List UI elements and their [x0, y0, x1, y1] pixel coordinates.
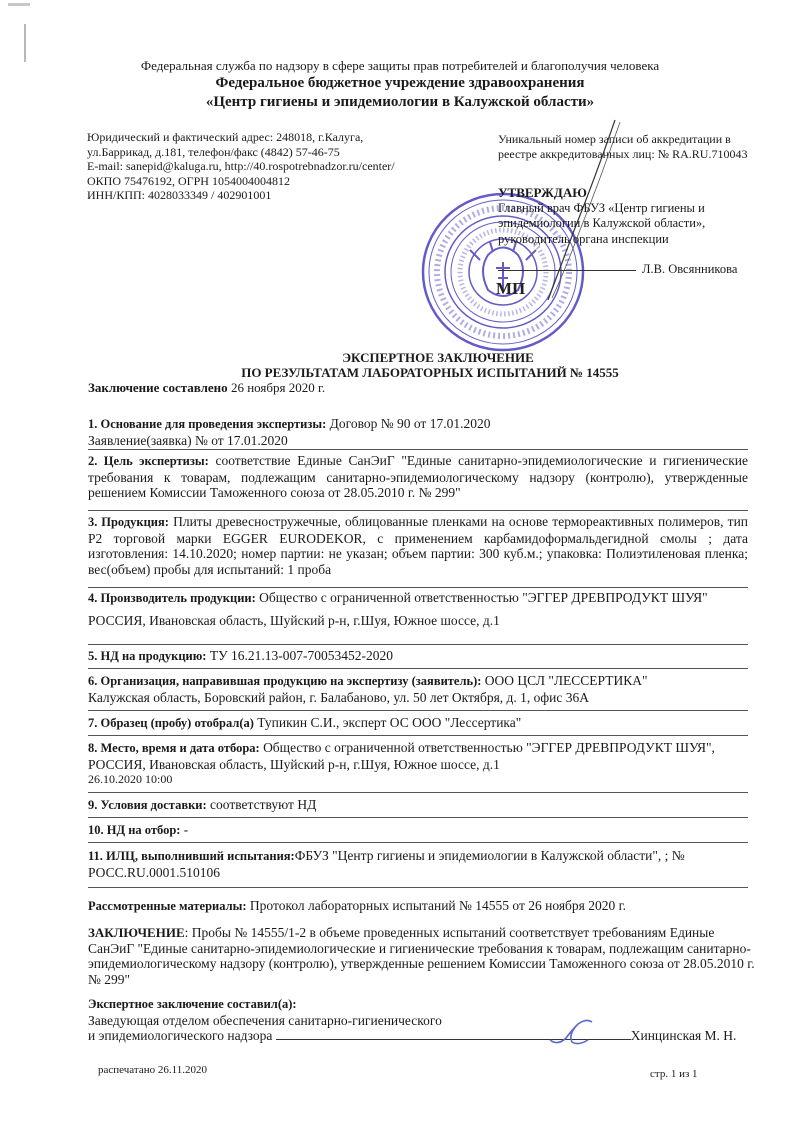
- inn-line: ИНН/КПП: 4028033349 / 402901001: [87, 188, 272, 202]
- approval-line: эпидемиологии в Калужской области»,: [498, 216, 706, 230]
- section-label: 11. ИЛЦ, выполнивший испытания:: [88, 849, 295, 863]
- approval-line: Главный врач ФБУЗ «Центр гигиены и: [498, 200, 705, 215]
- approval-line: руководитель органа инспекции: [498, 231, 669, 246]
- section-3: [88, 514, 748, 577]
- page-number: стр. 1 из 1: [650, 1068, 698, 1080]
- materials-value: Протокол лабораторных испытаний № 14555 от 26 ноября 2020 г.: [249, 898, 627, 913]
- author-position: и эпидемиологического надзора: [88, 1028, 273, 1043]
- contact-block: [87, 130, 395, 203]
- section-label: 9. Условия доставки:: [88, 798, 207, 812]
- section-11: [88, 848, 748, 880]
- institution-name-2: «Центр гигиены и эпидемиологии в Калужской области»: [205, 94, 595, 110]
- section-10: [88, 822, 748, 839]
- accreditation-line: реестре аккредитованных лиц: № RA.RU.710043: [498, 147, 748, 161]
- signature-icon: [548, 1016, 608, 1048]
- section-2: [88, 453, 748, 501]
- section-label: 6. Организация, направившая продукцию на экспертизу (заявитель):: [88, 674, 482, 688]
- made-date: 26 ноября 2020 г.: [230, 380, 326, 395]
- section-extra: Заявление(заявка) № от 17.01.2020: [88, 432, 288, 448]
- section-label: 8. Место, время и дата отбора:: [88, 741, 260, 755]
- approval-block: [498, 185, 788, 247]
- section-value: Договор № 90 от 17.01.2020: [329, 416, 491, 431]
- document-subtitle: ПО РЕЗУЛЬТАТАМ ЛАБОРАТОРНЫХ ИСПЫТАНИЙ № 14555: [241, 365, 619, 380]
- conclusion-label: ЗАКЛЮЧЕНИЕ: [88, 925, 185, 940]
- section-value: соответствуют НД: [210, 797, 317, 812]
- section-value: соответствие Единые СанЭиГ "Единые санитарно-эпидемиологические и гигиенические требования к товарам, подлежащим санитарно-эпидемиологическому надзору (контролю), утвержденные решением Комиссии Таможенного союза от 28.05.2010 г. № 299": [88, 453, 749, 500]
- signature-line: [498, 270, 636, 271]
- section-1: [88, 416, 748, 448]
- divider: [88, 710, 748, 711]
- made-label: Заключение составлено: [88, 380, 228, 395]
- section-label: 2. Цель экспертизы:: [88, 454, 209, 468]
- section-extra: 26.10.2020 10:00: [88, 772, 173, 786]
- made-date-line: [88, 380, 325, 396]
- printed-date: распечатано 26.11.2020: [98, 1064, 207, 1076]
- accreditation-line: Уникальный номер записи об аккредитации в: [498, 132, 731, 146]
- agency-name: Федеральная служба по надзору в сфере защиты прав потребителей и благополучия человека: [140, 58, 660, 73]
- reviewed-materials: [88, 898, 748, 915]
- section-extra: РОССИЯ, Ивановская область, Шуйский р-н, г.Шуя, Южное шоссе, д.1: [88, 612, 500, 628]
- divider: [88, 887, 748, 888]
- document-title: ЭКСПЕРТНОЕ ЗАКЛЮЧЕНИЕ: [342, 350, 534, 365]
- section-label: 3. Продукция:: [88, 515, 169, 529]
- author-position: Заведующая отделом обеспечения санитарно-гигиенического: [88, 1012, 442, 1028]
- section-7: [88, 715, 748, 732]
- svg-text:МП: МП: [496, 279, 526, 298]
- divider: [88, 644, 748, 645]
- approver-signature-line: [498, 262, 778, 277]
- section-value: Общество с ограниченной ответственностью "ЭГГЕР ДРЕВПРОДУКТ ШУЯ", РОССИЯ, Ивановская область, Шуйский р-н, г.Шуя, Южное шоссе, д.1: [88, 740, 715, 772]
- section-value: Тупикин С.И., эксперт ОС ООО "Лессертика": [257, 715, 522, 730]
- conclusion: [88, 925, 763, 987]
- institution-name: Федеральное бюджетное учреждение здравоохранения: [215, 75, 585, 91]
- approver-name: Л.В. Овсянникова: [642, 262, 738, 276]
- approval-title: УТВЕРЖДАЮ: [498, 185, 587, 200]
- divider: [88, 668, 748, 669]
- divider: [88, 510, 748, 511]
- section-9: [88, 797, 748, 814]
- section-5: [88, 648, 748, 665]
- section-value: -: [183, 823, 188, 837]
- conclusion-value: : Пробы № 14555/1-2 в объеме проведенных испытаний соответствует требованиям Единые СанЭиГ "Единые санитарно-эпидемиологические и гигиенические требования к товарам, подлежащим санитарно-эпидемиологическому надзору (контролю), утвержденные решением Комиссии Таможенного союза от 28.05.2010 г. № 299": [88, 925, 755, 987]
- address-line: Юридический и фактический адрес: 248018, г.Калуга,: [87, 130, 364, 144]
- divider: [88, 792, 748, 793]
- author-block: [88, 996, 778, 1044]
- materials-label: Рассмотренные материалы:: [88, 899, 247, 913]
- section-value: ФБУЗ "Центр гигиены и эпидемиологии в Калужской области", ; № РОСС.RU.0001.510106: [88, 848, 685, 880]
- section-label: 5. НД на продукцию:: [88, 649, 207, 663]
- author-signature-row: [88, 1028, 778, 1044]
- divider: [88, 842, 748, 843]
- section-4: [88, 590, 748, 628]
- divider: [88, 587, 748, 588]
- section-value: Плиты древесностружечные, облицованные пленками на основе термореактивных полимеров, тип Р2 торговой марки EGGER EURODEKOR, с применением карбамидоформальдегидной смолы ; дата изготовления: 14.10.2020; номер партии: не указан; объем партии: 300 куб.м.; упаковка: Полиэтиленовая пленка; вес(объем) пробы для испытаний: 1 проба: [88, 514, 749, 577]
- section-extra: Калужская область, Боровский район, г. Балабаново, ул. 50 лет Октября, д. 1, офис 36А: [88, 689, 590, 705]
- section-label: 10. НД на отбор:: [88, 823, 181, 837]
- scan-artifact: [24, 24, 26, 62]
- divider: [88, 735, 748, 736]
- section-8: [88, 740, 748, 788]
- address-line: ул.Баррикад, д.181, телефон/факс (4842) 57-46-75: [87, 144, 340, 159]
- section-label: 4. Производитель продукции:: [88, 591, 256, 605]
- okpo-line: ОКПО 75476192, ОГРН 1054004004812: [87, 173, 290, 188]
- section-value: ООО ЦСЛ "ЛЕССЕРТИКА": [484, 673, 648, 688]
- divider: [88, 449, 748, 450]
- section-6: [88, 673, 748, 705]
- section-value: Общество с ограниченной ответственностью "ЭГГЕР ДРЕВПРОДУКТ ШУЯ": [259, 590, 708, 605]
- author-name: Хинцинская М. Н.: [630, 1028, 737, 1043]
- section-label: 1. Основание для проведения экспертизы:: [88, 417, 327, 431]
- section-label: 7. Образец (пробу) отобрал(а): [88, 716, 254, 730]
- section-value: ТУ 16.21.13-007-70053452-2020: [209, 648, 394, 663]
- email-line: E-mail: sanepid@kaluga.ru, http://40.rospotrebnadzor.ru/center/: [87, 159, 395, 173]
- divider: [88, 817, 748, 818]
- author-label: Экспертное заключение составил(а):: [88, 997, 297, 1011]
- scan-artifact: [8, 3, 30, 6]
